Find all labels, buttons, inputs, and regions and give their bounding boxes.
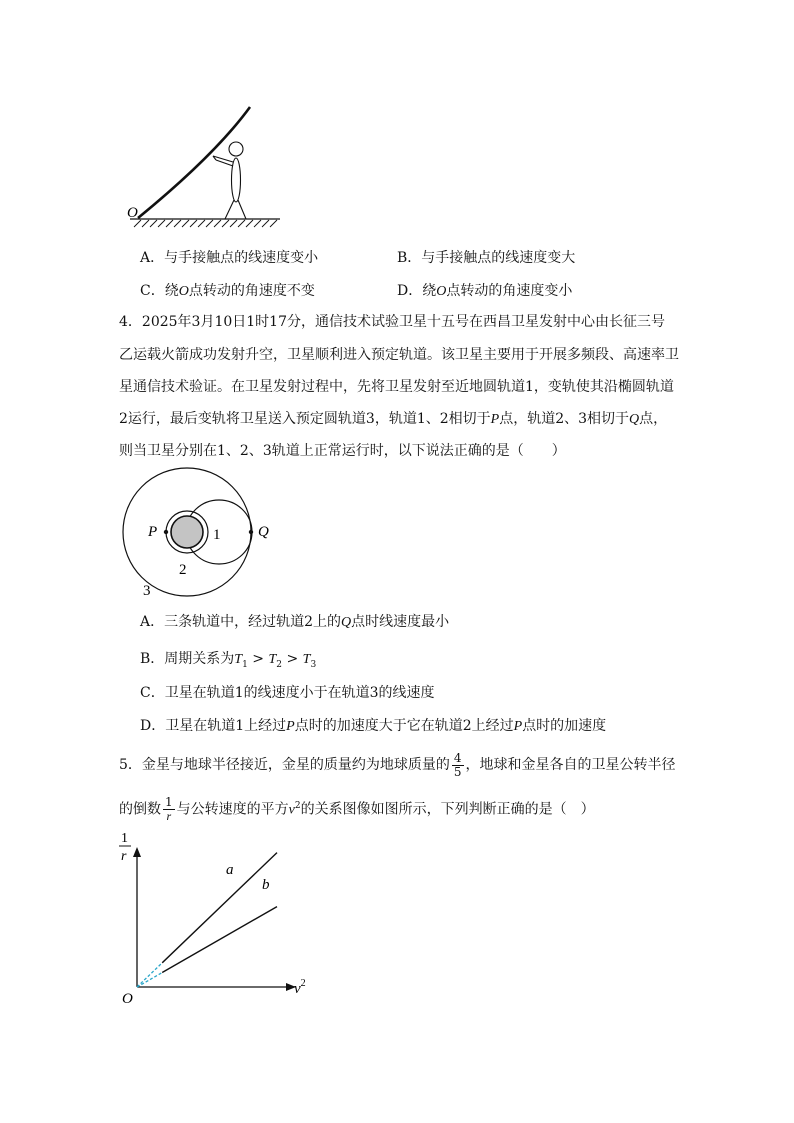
q5-graph [110, 825, 330, 1015]
q4-option-c: C．卫星在轨道1的线速度小于在轨道3的线速度 [140, 685, 435, 701]
q4-line-1: 4．2025年3月10日1时17分，通信技术试验卫星十五号在西昌卫星发射中心由长征三号 [119, 314, 665, 330]
earth [171, 516, 203, 548]
fraction-four-fifths: $\frac{4}{5}$ [453, 750, 462, 779]
q3-option-b: B．与手接触点的线速度变大 [397, 250, 576, 266]
q4-line-5: 则当卫星分别在1、2、3轨道上正常运行时，以下说法正确的是（ ） [119, 443, 566, 459]
q5-line-2: 的倒数 $\frac{1}{r}$ 与公转速度的平方$v^2$的关系图像如图所示，下列判断正确的是（ ） [119, 795, 595, 824]
q3-option-c: C．绕O点转动的角速度不变 [140, 283, 315, 299]
q3-option-d: D．绕O点转动的角速度变小 [397, 283, 573, 299]
q4-line-4: 2运行，最后变轨将卫星送入预定圆轨道3，轨道1、2相切于P点，轨道2、3相切于Q点， [119, 411, 668, 427]
origin-label-o: O [127, 205, 138, 221]
figure-board-person [110, 100, 310, 230]
q5-line-1: 5．金星与地球半径接近，金星的质量约为地球质量的 $\frac{4}{5}$ ，地球和金星各自的卫星公转半径 [119, 750, 676, 779]
line-a-label: a [226, 862, 234, 878]
q4-option-a: A．三条轨道中，经过轨道2上的Q点时线速度最小 [140, 614, 450, 630]
q3-option-a: A．与手接触点的线速度变小 [140, 250, 319, 266]
label-p: P [148, 524, 158, 540]
line-b [162, 907, 277, 973]
q4-line-3: 星通信技术验证。在卫星发射过程中，先将卫星发射至近地圆轨道1，变轨使其沿椭圆轨道 [119, 379, 674, 395]
point-p-dot [164, 530, 168, 534]
ground-hatch [134, 220, 277, 227]
y-axis-label-den: r [121, 849, 127, 864]
label-orbit-3: 3 [143, 583, 151, 599]
point-q-dot [249, 530, 253, 534]
label-orbit-2: 2 [179, 562, 187, 578]
line-a-dashed-extension [137, 963, 162, 987]
label-q: Q [258, 524, 269, 540]
person-figure [213, 142, 246, 219]
x-axis-label: $v^2$ [294, 978, 306, 997]
label-orbit-1: 1 [213, 527, 221, 543]
y-axis-arrow [133, 847, 141, 857]
q4-option-d: D．卫星在轨道1上经过P点时的加速度大于它在轨道2上经过P点时的加速度 [140, 718, 607, 734]
line-b-label: b [262, 877, 270, 893]
origin-label: O [122, 991, 133, 1007]
q4-line-2: 乙运载火箭成功发射升空，卫星顺利进入预定轨道。该卫星主要用于开展多频段、高速率卫 [119, 347, 679, 363]
fraction-one-over-r: $\frac{1}{r}$ [165, 795, 173, 824]
q4-option-b: B．周期关系为$T_1 > T_2 > T_3$ [140, 651, 317, 670]
line-a [162, 853, 277, 963]
figure-orbits [115, 465, 285, 605]
y-axis-label-num: 1 [121, 831, 128, 846]
